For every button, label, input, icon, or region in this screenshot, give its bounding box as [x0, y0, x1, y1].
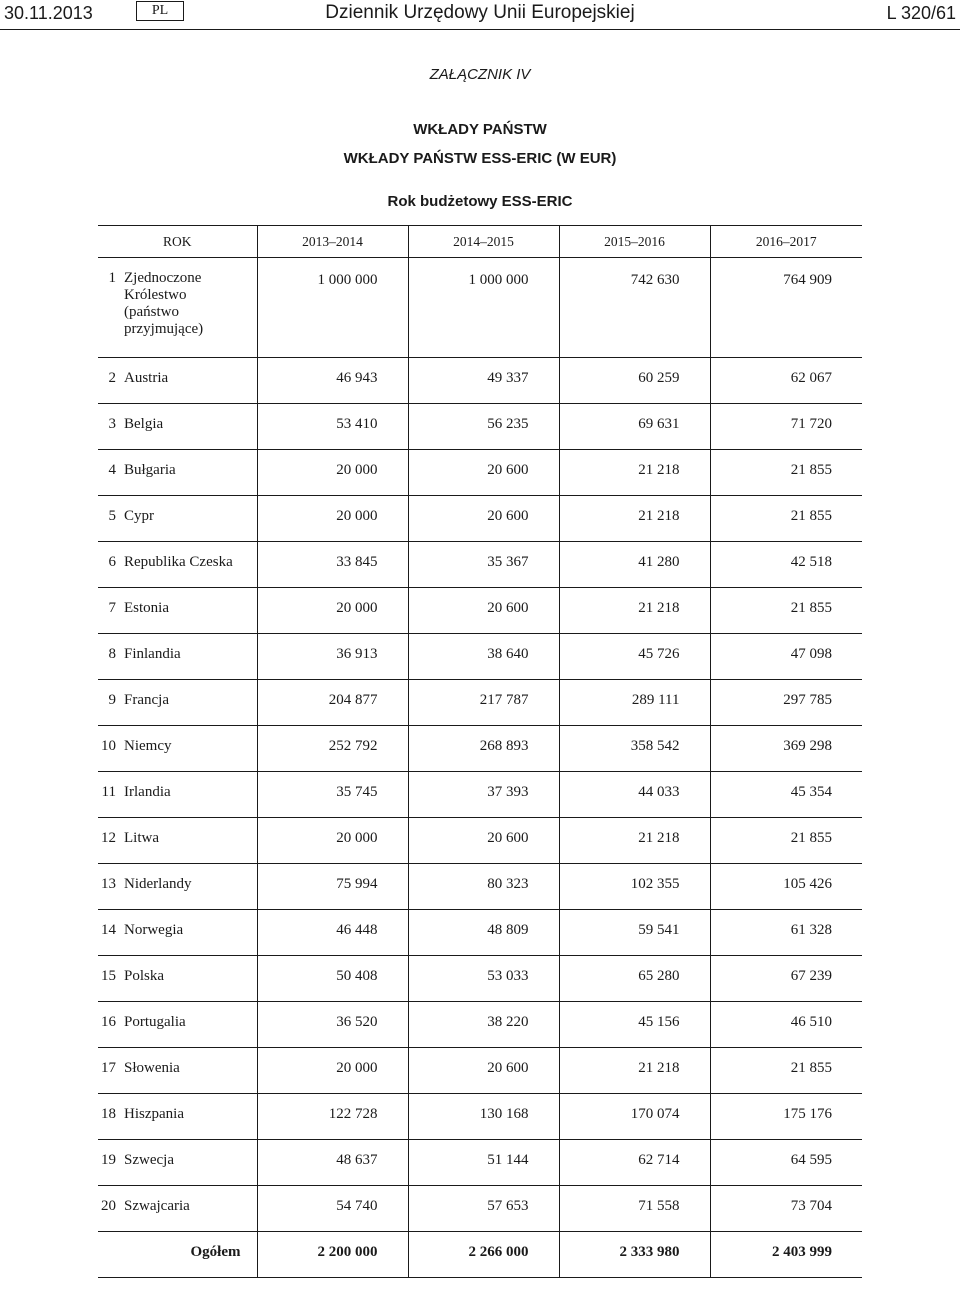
- country-cell: [98, 450, 257, 496]
- country-cell: [98, 726, 257, 772]
- table-header-row: [98, 226, 862, 258]
- contribution-value: 130 168: [408, 1094, 559, 1140]
- table-row: [98, 1140, 862, 1186]
- country-name: Finlandia: [124, 646, 181, 662]
- country-name: Hiszpania: [124, 1106, 184, 1122]
- contribution-value: 36 520: [257, 1002, 408, 1048]
- country-name: Niemcy: [124, 738, 172, 754]
- country-cell: [98, 258, 257, 358]
- row-number: 19: [101, 1152, 116, 1168]
- contributions-table: [98, 225, 862, 1278]
- contribution-value: 62 714: [559, 1140, 710, 1186]
- contribution-value: 268 893: [408, 726, 559, 772]
- contribution-value: 20 600: [408, 496, 559, 542]
- country-cell: [98, 404, 257, 450]
- table-row: [98, 1002, 862, 1048]
- country-cell: [98, 818, 257, 864]
- table-row: [98, 258, 862, 358]
- country-cell: [98, 358, 257, 404]
- contribution-value: 122 728: [257, 1094, 408, 1140]
- contribution-value: 44 033: [559, 772, 710, 818]
- row-number: 2: [108, 370, 116, 386]
- contribution-value: 75 994: [257, 864, 408, 910]
- country-name: Polska: [124, 968, 165, 984]
- contribution-value: 67 239: [710, 956, 862, 1002]
- column-header: 2015–2016: [559, 226, 710, 258]
- country-name: Francja: [124, 692, 169, 708]
- column-header: 2014–2015: [408, 226, 559, 258]
- country-name: Portugalia: [124, 1014, 186, 1030]
- table-row: [98, 450, 862, 496]
- contribution-value: 21 855: [710, 818, 862, 864]
- contribution-value: 65 280: [559, 956, 710, 1002]
- column-header: 2013–2014: [257, 226, 408, 258]
- contribution-value: 742 630: [559, 258, 710, 358]
- country-cell: [98, 864, 257, 910]
- contribution-value: 21 218: [559, 1048, 710, 1094]
- country-name: Belgia: [124, 416, 164, 432]
- contribution-value: 21 218: [559, 450, 710, 496]
- contribution-value: 204 877: [257, 680, 408, 726]
- contribution-value: 38 220: [408, 1002, 559, 1048]
- contribution-value: 369 298: [710, 726, 862, 772]
- row-number: 20: [101, 1198, 116, 1214]
- journal-title: Dziennik Urzędowy Unii Europejskiej: [325, 2, 635, 23]
- contribution-value: 45 726: [559, 634, 710, 680]
- contribution-value: 21 855: [710, 450, 862, 496]
- table-row: [98, 404, 862, 450]
- contribution-value: 297 785: [710, 680, 862, 726]
- contribution-value: 764 909: [710, 258, 862, 358]
- country-cell: [98, 956, 257, 1002]
- contribution-value: 80 323: [408, 864, 559, 910]
- contribution-value: 20 600: [408, 588, 559, 634]
- row-number: 4: [108, 462, 116, 478]
- country-name: Słowenia: [124, 1060, 180, 1076]
- contribution-value: 217 787: [408, 680, 559, 726]
- contribution-value: 41 280: [559, 542, 710, 588]
- contribution-value: 105 426: [710, 864, 862, 910]
- country-cell: [98, 910, 257, 956]
- country-name: Bułgaria: [124, 462, 176, 478]
- contribution-value: 46 448: [257, 910, 408, 956]
- column-header: ROK: [98, 226, 257, 258]
- country-name: Irlandia: [124, 784, 171, 800]
- contribution-value: 1 000 000: [408, 258, 559, 358]
- row-number: 6: [108, 554, 116, 570]
- row-number: 9: [108, 692, 116, 708]
- contribution-value: 48 637: [257, 1140, 408, 1186]
- contribution-value: 20 000: [257, 450, 408, 496]
- table-row: [98, 496, 862, 542]
- contribution-value: 59 541: [559, 910, 710, 956]
- table-row: [98, 956, 862, 1002]
- contribution-value: 33 845: [257, 542, 408, 588]
- total-value: 2 403 999: [710, 1232, 862, 1278]
- contribution-value: 35 367: [408, 542, 559, 588]
- contribution-value: 102 355: [559, 864, 710, 910]
- table-row: [98, 772, 862, 818]
- country-cell: [98, 496, 257, 542]
- country-name: Litwa: [124, 830, 159, 846]
- contribution-value: 358 542: [559, 726, 710, 772]
- country-cell: [98, 680, 257, 726]
- contribution-value: 175 176: [710, 1094, 862, 1140]
- contribution-value: 47 098: [710, 634, 862, 680]
- country-cell: [98, 772, 257, 818]
- total-label: Ogółem: [98, 1232, 257, 1278]
- country-name: Zjednoczone Królestwo (państwo przyjmujące): [124, 270, 204, 337]
- contribution-value: 36 913: [257, 634, 408, 680]
- row-number: 17: [101, 1060, 116, 1076]
- country-cell: [98, 1094, 257, 1140]
- country-name: Austria: [124, 370, 169, 386]
- publication-date: 30.11.2013: [4, 3, 93, 23]
- contribution-value: 45 156: [559, 1002, 710, 1048]
- row-number: 3: [108, 416, 116, 432]
- table-row: [98, 1094, 862, 1140]
- row-number: 7: [108, 600, 116, 616]
- contribution-value: 21 218: [559, 496, 710, 542]
- country-cell: [98, 1048, 257, 1094]
- total-value: 2 200 000: [257, 1232, 408, 1278]
- table-row: [98, 818, 862, 864]
- country-cell: [98, 542, 257, 588]
- row-number: 12: [101, 830, 116, 846]
- contribution-value: 53 410: [257, 404, 408, 450]
- contribution-value: 37 393: [408, 772, 559, 818]
- row-number: 18: [101, 1106, 116, 1122]
- table-row: [98, 680, 862, 726]
- table-row: [98, 910, 862, 956]
- country-name: Szwajcaria: [124, 1198, 190, 1214]
- contribution-value: 50 408: [257, 956, 408, 1002]
- table-row: [98, 1048, 862, 1094]
- contribution-value: 20 600: [408, 1048, 559, 1094]
- table-row: [98, 542, 862, 588]
- contribution-value: 21 855: [710, 588, 862, 634]
- contribution-value: 20 000: [257, 818, 408, 864]
- contribution-value: 1 000 000: [257, 258, 408, 358]
- row-number: 14: [101, 922, 116, 938]
- row-number: 1: [108, 270, 116, 286]
- contribution-value: 62 067: [710, 358, 862, 404]
- contribution-value: 20 600: [408, 818, 559, 864]
- country-cell: [98, 588, 257, 634]
- contribution-value: 46 510: [710, 1002, 862, 1048]
- contribution-value: 20 000: [257, 496, 408, 542]
- total-row: [98, 1232, 862, 1278]
- total-value: 2 333 980: [559, 1232, 710, 1278]
- country-name: Cypr: [124, 508, 154, 524]
- contribution-value: 71 558: [559, 1186, 710, 1232]
- table-row: [98, 864, 862, 910]
- contribution-value: 170 074: [559, 1094, 710, 1140]
- contribution-value: 20 000: [257, 1048, 408, 1094]
- table-row: [98, 588, 862, 634]
- contribution-value: 38 640: [408, 634, 559, 680]
- contribution-value: 21 855: [710, 1048, 862, 1094]
- country-name: Niderlandy: [124, 876, 192, 892]
- title-sub: WKŁADY PAŃSTW ESS-ERIC (W EUR): [343, 150, 617, 167]
- title-budget-year: Rok budżetowy ESS-ERIC: [387, 193, 573, 210]
- table-row: [98, 1186, 862, 1232]
- header-rule: [0, 29, 960, 30]
- contribution-value: 46 943: [257, 358, 408, 404]
- column-header: 2016–2017: [710, 226, 862, 258]
- contribution-value: 51 144: [408, 1140, 559, 1186]
- row-number: 8: [108, 646, 116, 662]
- contribution-value: 45 354: [710, 772, 862, 818]
- row-number: 16: [101, 1014, 116, 1030]
- contribution-value: 21 218: [559, 818, 710, 864]
- country-name: Estonia: [124, 600, 169, 616]
- page-number: L 320/61: [886, 3, 956, 23]
- table-row: [98, 726, 862, 772]
- contribution-value: 35 745: [257, 772, 408, 818]
- country-cell: [98, 634, 257, 680]
- contribution-value: 53 033: [408, 956, 559, 1002]
- contribution-value: 20 600: [408, 450, 559, 496]
- country-name: Norwegia: [124, 922, 184, 938]
- total-value: 2 266 000: [408, 1232, 559, 1278]
- language-badge: PL: [136, 1, 184, 21]
- contribution-value: 64 595: [710, 1140, 862, 1186]
- contribution-value: 21 218: [559, 588, 710, 634]
- contribution-value: 71 720: [710, 404, 862, 450]
- contribution-value: 49 337: [408, 358, 559, 404]
- row-number: 11: [101, 784, 116, 800]
- contribution-value: 60 259: [559, 358, 710, 404]
- contribution-value: 289 111: [559, 680, 710, 726]
- annex-label: ZAŁĄCZNIK IV: [429, 66, 531, 83]
- table-row: [98, 358, 862, 404]
- contribution-value: 42 518: [710, 542, 862, 588]
- country-cell: [98, 1186, 257, 1232]
- country-name: Szwecja: [124, 1152, 174, 1168]
- title-main: WKŁADY PAŃSTW: [413, 121, 547, 138]
- contribution-value: 54 740: [257, 1186, 408, 1232]
- contribution-value: 21 855: [710, 496, 862, 542]
- contribution-value: 57 653: [408, 1186, 559, 1232]
- row-number: 10: [101, 738, 116, 754]
- contribution-value: 56 235: [408, 404, 559, 450]
- contribution-value: 252 792: [257, 726, 408, 772]
- table-row: [98, 634, 862, 680]
- contribution-value: 20 000: [257, 588, 408, 634]
- country-cell: [98, 1140, 257, 1186]
- contribution-value: 73 704: [710, 1186, 862, 1232]
- page-header: [0, 0, 960, 28]
- row-number: 5: [108, 508, 116, 524]
- country-cell: [98, 1002, 257, 1048]
- contribution-value: 48 809: [408, 910, 559, 956]
- contribution-value: 69 631: [559, 404, 710, 450]
- row-number: 13: [101, 876, 116, 892]
- contribution-value: 61 328: [710, 910, 862, 956]
- country-name: Republika Czeska: [124, 554, 233, 570]
- row-number: 15: [101, 968, 116, 984]
